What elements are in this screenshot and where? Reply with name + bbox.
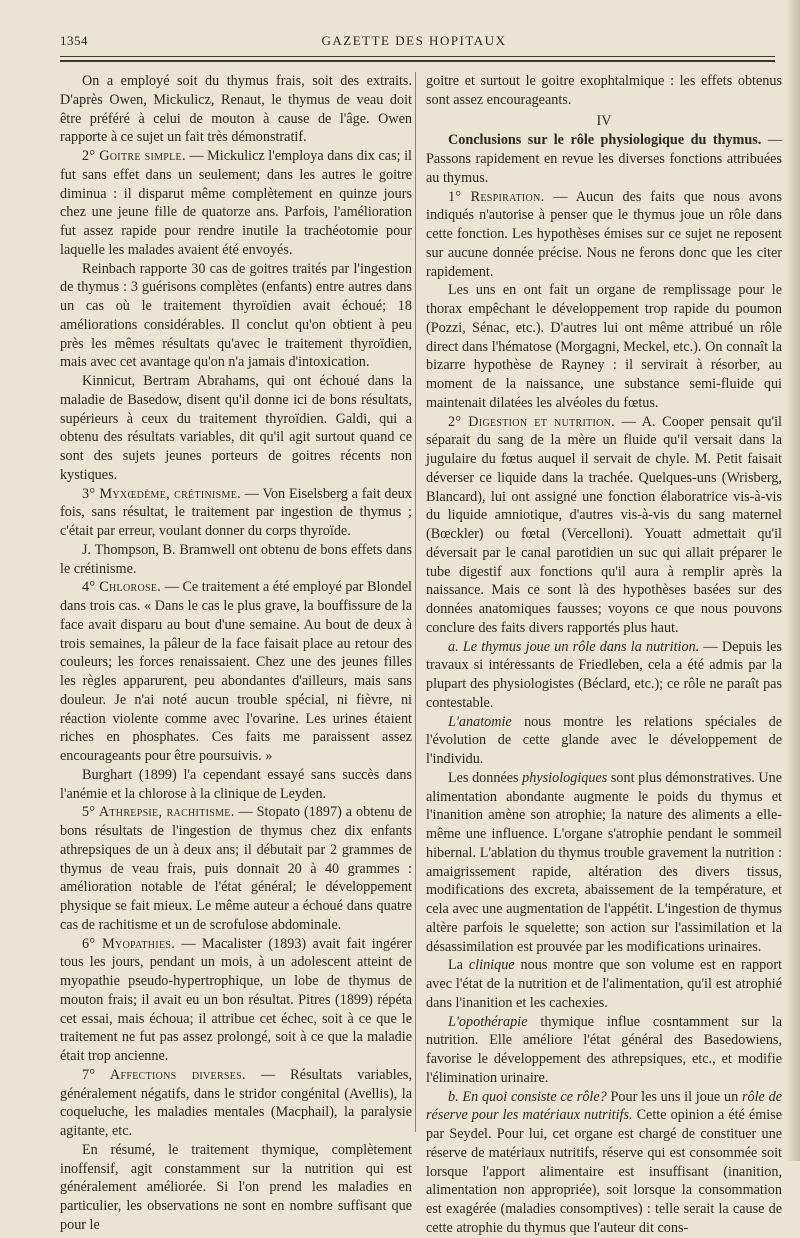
paragraph-text: — Stopato (1897) a obtenu de bons résultats de l'ingestion de thymus chez dix enfants athrepsiques de un à deux ans; il débutait par 2 grammes de thymus de veau frais, puis donnait 20 à 40 grammes : amélioration notable de l'état général; le développement physique se fait mieux. Le même auteur a échoué dans quatre cas de rachitisme et un de scrofulose abdominale.: [60, 804, 413, 933]
emphasis: L'opothérapie: [448, 1013, 528, 1030]
paragraph: [426, 638, 782, 713]
paragraph: En résumé, le traitement thymique, complètement inoffensif, agit constamment sur la nutrition qui est généralement améliorée. Si l'on prend les maladies en particulier, les observations ne sont en nombre suffisant que pour le: [60, 1141, 412, 1233]
subsection-heading: b. En quoi consiste ce rôle?: [448, 1088, 607, 1105]
emphasis: physiologiques: [522, 769, 608, 786]
right-column: [426, 72, 782, 1238]
subsection-heading: 5° Athrepsie, rachitisme.: [82, 804, 235, 821]
subsection-heading: a. Le thymus joue un rôle dans la nutrition.: [448, 638, 700, 655]
paragraph: [426, 769, 782, 957]
paragraph: [426, 131, 782, 187]
paragraph: [426, 956, 782, 1012]
paragraph-text: sont plus démonstratives. Une alimentation abondante augmente le poids du thymus et l'inanition amène son atrophie; la nature des aliments a elle-même une influence. L'organe s'atrophie pendant le sommeil hibernal. L'ablation du thymus trouble gravement la nutrition : amaigrissement rapide, altération des divers tissus, modifications des excreta, abaissement de la température, et cela avec une augmentation de l'appétit. L'ingestion de thymus altère parfois le squelette; son action sur l'assimilation et la désassimilation est prouvée par les modifications urinaires.: [426, 769, 782, 955]
section-title: Conclusions sur le rôle physiologique du thymus.: [448, 132, 762, 149]
subsection-heading: 4° Chlorose.: [82, 579, 162, 596]
paragraph: [426, 188, 782, 282]
paragraph-text: — Von Eiselsberg a fait deux fois, sans résultat, le traitement par ingestion de thymus ; c'était par erreur, voulant donner du corps thyroïde.: [60, 485, 412, 539]
left-column: [60, 72, 412, 1235]
paragraph: [60, 803, 412, 934]
paragraph: Reinbach rapporte 30 cas de goitres traités par l'ingestion de thymus : 3 guérisons complètes (enfants) entre autres dans un cas où le traitement thyroïdien avait échoué; 18 améliorations considérables. Il conclut qu'on obtient à peu près les mêmes résultats qu'avec le traitement thyroïdien, mais avec cet avantage qu'on n'a jamais d'intoxication.: [60, 260, 412, 371]
paragraph-text: Cette opinion a été émise par Seydel. Pour lui, cet organe est chargé de constituer une réserve de matériaux nutritifs, réserve qui est consommée soit lorsque l'apport alimentaire est insuffisant (inanition, alimentation non appropriée), soit lorsque la consommation est exagérée (maladies consomptives) : telle serait la cause de cette atrophie du thymus que l'auteur dit cons-: [426, 1107, 783, 1236]
emphasis: rôle de réserve pour les matériaux nutritifs.: [426, 1088, 783, 1124]
paragraph-text: thymique influe cosntamment sur la nutrition. Elle améliore l'état général des Basedowiens, favorise le développement des athrepsiques, etc., et modifie l'élimination urinaire.: [426, 1013, 782, 1086]
paragraph: [60, 485, 412, 541]
subsection-heading: 3° Myxœdème, crétinisme.: [82, 485, 241, 502]
running-title: GAZETTE DES HOPITAUX: [321, 33, 507, 48]
paragraph: Kinnicut, Bertram Abrahams, qui ont échoué dans la maladie de Basedow, disent qu'il donne ici de bons résultats, supérieurs à ceux du traitement thyroïdien. Galdi, qui a obtenu des résultats variables, dit qu'il agit surtout quand ce sont des sujets jeunes porteurs de goitres récents non kystiques.: [60, 373, 412, 483]
paragraph: Burghart (1899) l'a cependant essayé sans succès dans l'anémie et la chlorose à la clinique de Leyden.: [60, 766, 412, 802]
header-rule-thick: [60, 60, 775, 62]
paragraph: [426, 413, 782, 638]
paragraph: J. Thompson, B. Bramwell ont obtenu de bons effets dans le crétinisme.: [60, 541, 412, 577]
emphasis: L'anatomie: [448, 713, 512, 730]
section-number: IV: [596, 112, 612, 129]
page-edge-shadow: [786, 0, 800, 1161]
paragraph: [60, 935, 412, 1066]
paragraph-text: nous montre les relations spéciales de l'évolution de cette glande avec le développement de l'individu.: [426, 713, 782, 767]
paragraph-text: nous montre que son volume est en rapport avec l'état de la nutrition et de l'alimentation, qu'il est atrophié dans l'inanition et les cachexies.: [426, 957, 782, 1011]
paragraph: [60, 1066, 412, 1141]
paragraph-text: — Résultats variables, généralement négatifs, dans le stridor congénital (Avellis), la coqueluche, les maladies mentales (Macphail), la paralysie agitante, etc.: [60, 1066, 412, 1139]
paragraph-text: Les données: [448, 769, 523, 786]
paragraph: [426, 1088, 782, 1238]
paragraph-text: — Ce traitement a été employé par Blondel dans trois cas. « Dans le cas le plus grave, la bouffissure de la face avait disparu au bout d'une semaine. Au bout de deux à trois semaines, la pâleur de la face faisait place au retour des couleurs; les forces renaissaient. Chez une des jeunes filles les règles apparurent, peu abondantes d'ailleurs, mais sans douleur. Je n'ai noté aucun trouble spécial, ni fièvre, ni réaction violente comme avec l'ovarine. Les urines étaient riches en phosphates. Ces faits me paraissent assez encourageants pour être poursuivis. »: [60, 579, 413, 764]
paragraph-text: La: [448, 957, 469, 974]
paragraph: Les uns en ont fait un organe de remplissage pour le thorax empêchant le développement trop rapide du poumon (Pozzi, Sénac, etc.). D'autres lui ont même attribué un rôle direct dans l'hématose (Morgagni, Meckel, etc.). On connaît la bizarre hypothèse de Rayney : il servirait à résorber, au moment de la naissance, une substance semi-fluide qui maintenait dilatées les alvéoles du fœtus.: [426, 282, 782, 411]
paragraph: On a employé soit du thymus frais, soit des extraits. D'après Owen, Mickulicz, Renaut, le thymus de veau doit être préféré à celui de mouton à cause de l'âge. Owen rapporte à ce sujet un fait très démonstratif.: [60, 73, 412, 146]
paragraph: goitre et surtout le goitre exophtalmique : les effets obtenus sont assez encourageants.: [426, 73, 782, 108]
emphasis: clinique: [468, 957, 515, 974]
paragraph: [426, 713, 782, 769]
subsection-heading: 7° Affections diverses.: [82, 1066, 246, 1083]
paragraph-text: — Mickulicz l'employa dans dix cas; il fut sans effet dans un seulement; dans les autres le goitre diminua : il disparut même complètement en quinze jours chez une jeune fille de quatorze ans. Parfois, l'amélioration fut assez rapide pour rendre inutile la trachéotomie pour laquelle les malades avaient été envoyés.: [60, 148, 412, 258]
paragraph-text: Pour les uns il joue un: [606, 1088, 742, 1105]
subsection-heading: 2° Digestion et nutrition.: [448, 413, 616, 430]
paragraph: [60, 578, 412, 766]
paragraph-text: — Aucun des faits que nous avons indiqués n'autorise à penser que le thymus joue un rôle dans cette fonction. Les hypothèses émises sur ce sujet ne reposent sur aucune donnée précise. Nous ne ferons donc que les citer rapidement.: [426, 188, 782, 280]
paragraph: [60, 147, 412, 260]
page-header: [60, 33, 768, 55]
column-divider: [415, 72, 416, 1132]
paragraph-text: — Passons rapidement en revue les diverses fonctions attribuées au thymus.: [426, 132, 783, 186]
subsection-heading: 2° Goitre simple.: [82, 148, 186, 164]
header-rule-thin: [60, 56, 775, 57]
subsection-heading: 1° Respiration.: [448, 188, 545, 205]
paragraph-text: — Depuis les travaux si intéressants de Friedleben, cela a été admis par la plupart des physiologistes (Béclard, etc.); ce rôle ne paraît pas contestable.: [426, 638, 782, 711]
paragraph-text: — A. Cooper pensait qu'il séparait du sang de la mère un fluide qu'il versait dans la jugulaire du fœtus auquel il servait de chyle. M. Petit faisait déverser ce liquide dans la trachée. Quelques-uns (Wrisberg, Blancard), lui ont assigné une fonction élaboratrice vis-à-vis du liquide amniotique, d'autres vis-à-vis du sang maternel (Bœckler) ou fœtal (Vercelloni). Youatt admettait qu'il déversait par le canal parotidien un suc qui allait préparer le tube digestif aux fonctions qu'il aura à remplir après la naissance. Mais ce sont là des hypothèses basées sur des données anatomiques fausses; voyons ce que nous pouvons conclure des faits divers rapportés plus haut.: [426, 413, 782, 636]
page-number: 1354: [60, 33, 88, 48]
paragraph: [426, 1013, 782, 1088]
paragraph-text: — Macalister (1893) avait fait ingérer tous les jours, pendant un mois, à un adolescent atteint de myopathie pseudo-hypertrophique, un lobe de thymus de mouton frais; il avait eu un bon résultat. Pitres (1899) répéta cet essai, mais échoua; il attribue cet échec, soit à ce que le traitement ne fut pas assez prolongé, soit à ce que la maladie était trop ancienne.: [60, 935, 412, 1064]
subsection-heading: 6° Myopathies.: [82, 935, 176, 952]
